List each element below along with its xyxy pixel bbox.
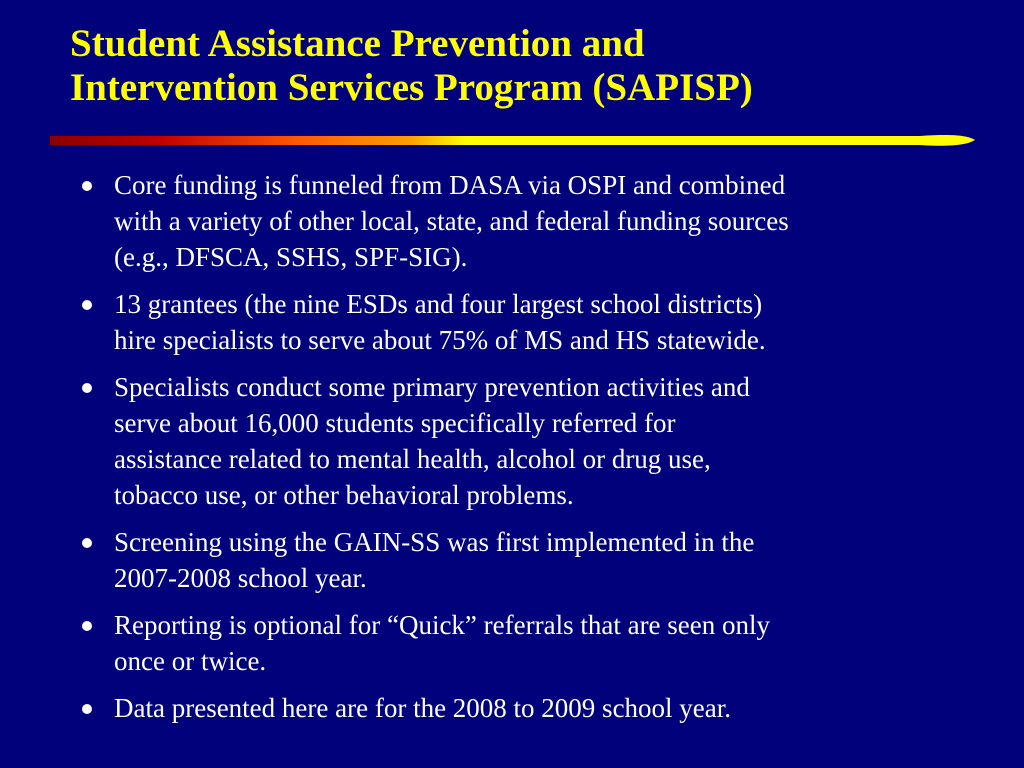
- bullet-list: [76, 167, 976, 726]
- slide-content: [76, 167, 976, 737]
- bullet-dot-icon: [82, 383, 92, 393]
- bullet-item-4: [76, 524, 976, 596]
- title-line-2: Intervention Services Program (SAPISP): [70, 66, 753, 109]
- bullet-item-2: [76, 286, 976, 358]
- title-divider-shape: [50, 135, 975, 146]
- bullet-item-6-line-1: Data presented here are for the 2008 to 2009 school year.: [114, 693, 732, 723]
- bullet-item-2-line-2: hire specialists to serve about 75% of MS and HS statewide.: [114, 325, 766, 355]
- bullet-item-4-line-1: Screening using the GAIN-SS was first implemented in the: [114, 527, 755, 557]
- bullet-dot-icon: [82, 538, 92, 548]
- bullet-dot-icon: [82, 300, 92, 310]
- bullet-dot-icon: [82, 181, 92, 191]
- bullet-item-6: [76, 690, 976, 726]
- bullet-dot-icon: [82, 621, 92, 631]
- bullet-item-3-line-1: Specialists conduct some primary prevention activities and: [114, 372, 750, 402]
- slide-title: [70, 22, 970, 110]
- bullet-item-1: [76, 167, 976, 275]
- title-divider: [50, 129, 975, 151]
- bullet-item-4-line-2: 2007-2008 school year.: [114, 563, 367, 593]
- bullet-item-3: [76, 369, 976, 513]
- bullet-item-3-line-2: serve about 16,000 students specifically referred for: [114, 408, 676, 438]
- bullet-dot-icon: [82, 704, 92, 714]
- bullet-item-1-line-2: with a variety of other local, state, and federal funding sources: [114, 206, 789, 236]
- bullet-item-2-line-1: 13 grantees (the nine ESDs and four largest school districts): [114, 289, 763, 319]
- bullet-item-3-line-4: tobacco use, or other behavioral problems.: [114, 480, 574, 510]
- bullet-item-5-line-1: Reporting is optional for “Quick” referrals that are seen only: [114, 610, 771, 640]
- bullet-item-5-line-2: once or twice.: [114, 646, 267, 676]
- bullet-item-3-line-3: assistance related to mental health, alcohol or drug use,: [114, 444, 711, 474]
- bullet-item-1-line-1: Core funding is funneled from DASA via OSPI and combined: [114, 170, 786, 200]
- bullet-item-1-line-3: (e.g., DFSCA, SSHS, SPF-SIG).: [114, 242, 468, 272]
- title-line-1: Student Assistance Prevention and: [70, 22, 645, 65]
- bullet-item-5: [76, 607, 976, 679]
